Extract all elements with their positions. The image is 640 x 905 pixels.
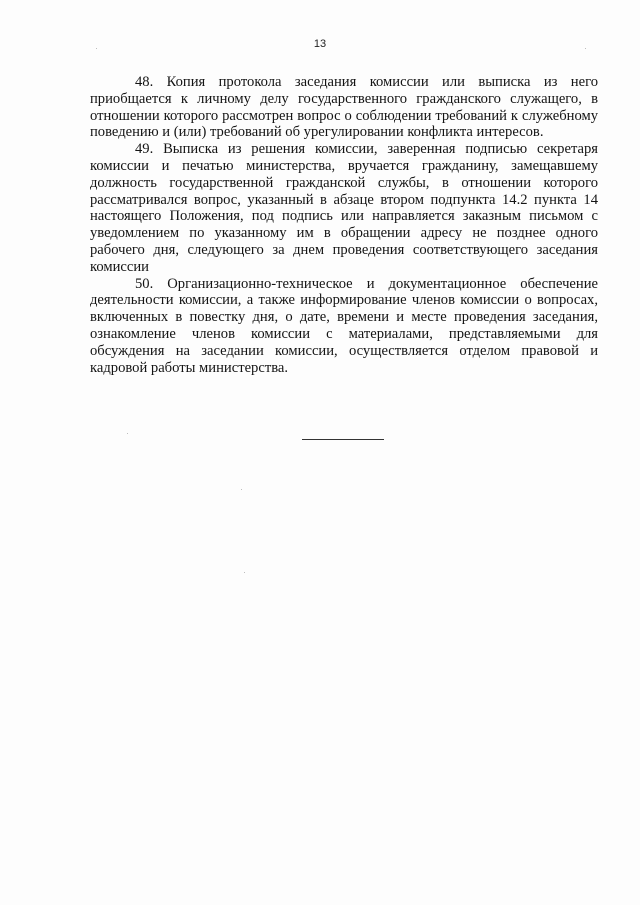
scan-speck	[241, 489, 242, 490]
scan-speck	[244, 572, 245, 573]
page-number: 13	[313, 38, 327, 50]
paragraph-49: 49. Выписка из решения комиссии, заверенная подписью секретаря комиссии и печатью министерства, вручается гражданину, замещавшему должность государственной гражданской службы, в отношении которого рассматривался вопрос, указанный в абзаце втором подпункта 14.2 пункта 14 настоящего Положения, под подпись или направляется заказным письмом с уведомлением по указанному им в обращении адресу не позднее одного рабочего дня, следующего за днем проведения соответствующего заседания комиссии	[90, 141, 598, 275]
paragraph-50: 50. Организационно-техническое и документационное обеспечение деятельности комиссии, а также информирование членов комиссии о вопросах, включенных в повестку дня, о дате, времени и месте проведения заседания, ознакомление членов комиссии с материалами, представляемыми для обсуждения на заседании комиссии, осуществляется отделом правовой и кадровой работы министерства.	[90, 275, 598, 376]
paragraph-48: 48. Копия протокола заседания комиссии или выписка из него приобщается к личному делу государственного гражданского служащего, в отношении которого рассмотрен вопрос о соблюдении требований к служебному поведению и (или) требований об урегулировании конфликта интересов.	[90, 74, 598, 141]
document-body	[90, 74, 598, 376]
closing-divider-line	[302, 439, 384, 440]
scan-speck	[127, 433, 128, 434]
scan-speck	[585, 48, 586, 49]
scan-speck	[96, 48, 97, 49]
